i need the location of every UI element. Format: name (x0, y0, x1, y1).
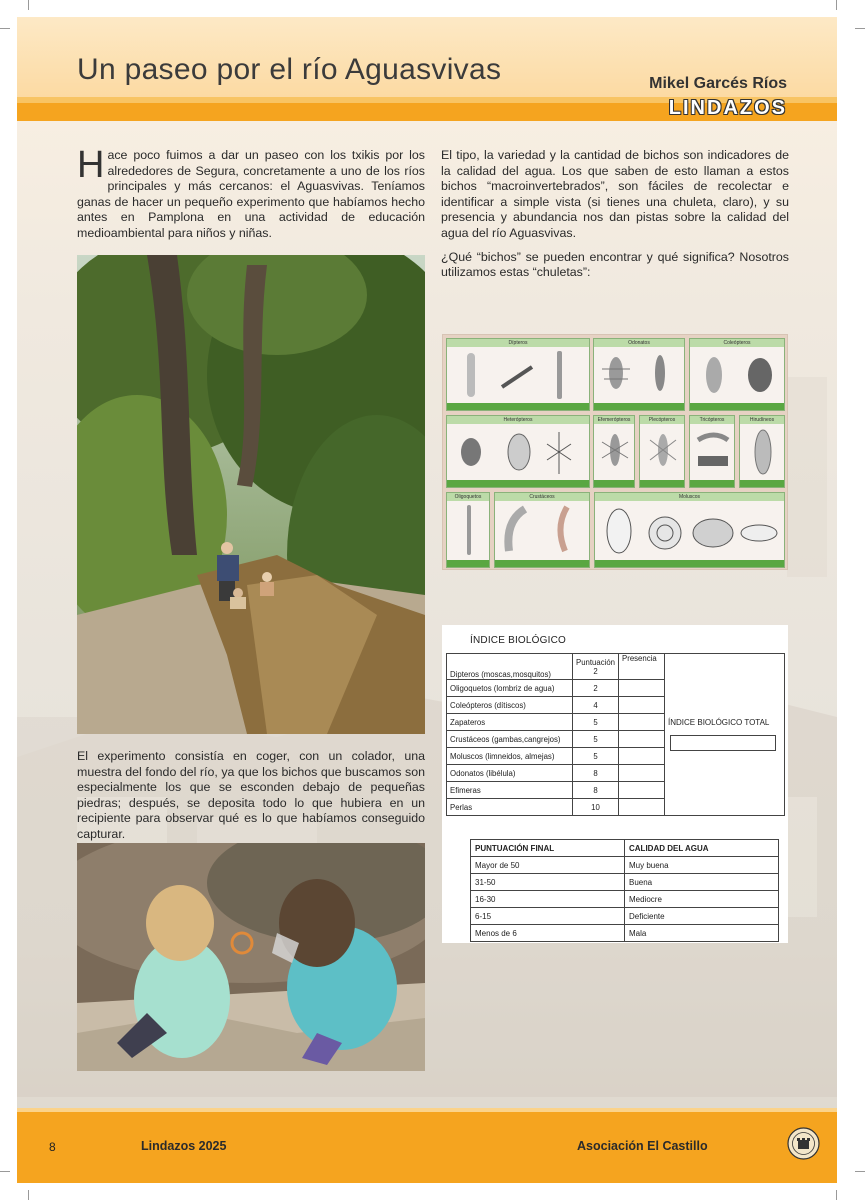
intro-paragraph (77, 144, 425, 242)
presence-cell[interactable] (619, 765, 665, 782)
indicators-paragraph: El tipo, la variedad y la cantidad de bichos son indicadores de la calidad del agua. Los que saben de esto llaman a estos bichos “macroinvertebrados”, son fáciles de recolectar e identificar a simple vista (si tienes una chuleta, claro), y su presencia y abundancia nos dan pistas sobre la calidad del agua del río Aguasvivas. (441, 148, 789, 240)
experiment-paragraph: El experimento consistía en coger, con un colador, una muestra del fondo del río, ya que los bichos que buscamos son especialmente los que se esconden debajo de pequeñas piedras; después, se deposita todo lo que hubiera en un recipiente para observar qué es lo que habíamos conseguido capturar. (77, 749, 425, 841)
water-quality: Muy buena (625, 857, 779, 874)
row-name (447, 654, 573, 680)
panel-footer (594, 480, 634, 487)
footer-magazine: Lindazos 2025 (141, 1139, 227, 1153)
row-name: Oligoquetos (lombriz de agua) (447, 680, 573, 697)
score-value: 5 (573, 731, 619, 748)
table-row (471, 925, 779, 942)
panel-title: Coleópteros (690, 339, 784, 347)
row-name: Perlas (447, 799, 573, 816)
article-title: Un paseo por el río Aguasvivas (77, 53, 502, 86)
chuleta-panel (494, 492, 590, 568)
presence-cell[interactable] (619, 731, 665, 748)
panel-footer (740, 480, 784, 487)
panel-title: Plecópteros (640, 416, 684, 424)
panel-title: Efemerópteros (594, 416, 634, 424)
river-photo (77, 255, 425, 734)
panel-footer (495, 560, 589, 567)
table-row (471, 891, 779, 908)
panel-illustration (690, 347, 786, 405)
row-name: Zapateros (447, 714, 573, 731)
total-cell (665, 654, 785, 816)
score-value: 5 (573, 748, 619, 765)
association-seal-icon (787, 1127, 820, 1160)
panel-title: Heterópteros (447, 416, 589, 424)
score-range: Menos de 6 (471, 925, 625, 942)
panel-footer (594, 403, 684, 410)
chuleta-panel (739, 415, 785, 488)
panel-title: Hirudíneos (740, 416, 784, 424)
panel-illustration (594, 424, 636, 482)
table-row (471, 908, 779, 925)
question-paragraph: ¿Qué “bichos” se pueden encontrar y qué significa? Nosotros utilizamos estas “chuletas”: (441, 249, 789, 280)
total-label: ÍNDICE BIOLÓGICO TOTAL (668, 718, 770, 727)
panel-footer (447, 480, 589, 487)
panel-title: Oligoquetos (447, 493, 489, 501)
chuleta-panel (639, 415, 685, 488)
footer-band (17, 1112, 837, 1183)
panel-illustration (447, 501, 491, 561)
magazine-page (17, 17, 837, 1183)
biological-index-sheet (442, 625, 788, 943)
chuleta-panel (593, 338, 685, 411)
score-range: 16-30 (471, 891, 625, 908)
left-column-intro (77, 144, 425, 250)
panel-title: Moluscos (595, 493, 784, 501)
chuleta-panel (593, 415, 635, 488)
panel-footer (690, 480, 734, 487)
row-name: Coleópteros (dítiscos) (447, 697, 573, 714)
article-author: Mikel Garcés Ríos (649, 75, 787, 92)
score-value: 10 (573, 799, 619, 816)
row-name-text: Dipteros (moscas,mosquitos) (450, 670, 551, 679)
water-quality: Deficiente (625, 908, 779, 925)
right-column-text (441, 148, 789, 289)
chuleta-panel (446, 415, 590, 488)
table-row (471, 874, 779, 891)
column-header: CALIDAD DEL AGUA (625, 840, 779, 857)
panel-footer (447, 403, 589, 410)
panel-title: Dípteros (447, 339, 589, 347)
panel-illustration (447, 424, 591, 482)
score-header: Puntuación (576, 657, 616, 667)
presence-cell[interactable] (619, 714, 665, 731)
score-value: 8 (573, 782, 619, 799)
score-range: 31-50 (471, 874, 625, 891)
panel-footer (447, 560, 489, 567)
panel-illustration (594, 347, 686, 405)
bio-index-table (446, 653, 785, 816)
presence-cell[interactable] (619, 680, 665, 697)
score-value: 5 (573, 714, 619, 731)
magazine-brand-logo: LINDAZOS (668, 97, 787, 119)
panel-illustration (595, 501, 786, 561)
left-column-experiment (77, 749, 425, 851)
bio-index-title: ÍNDICE BIOLÓGICO (470, 635, 566, 646)
score-range: 6-15 (471, 908, 625, 925)
footer-association: Asociación El Castillo (577, 1139, 708, 1153)
presence-cell[interactable] (619, 654, 665, 680)
presence-cell[interactable] (619, 799, 665, 816)
water-quality: Mediocre (625, 891, 779, 908)
drop-cap: H (77, 144, 105, 186)
table-row (471, 857, 779, 874)
panel-illustration (447, 347, 591, 405)
presence-cell[interactable] (619, 782, 665, 799)
table-row (447, 654, 785, 680)
panel-illustration (740, 424, 786, 482)
row-name: Crustáceos (gambas,cangrejos) (447, 731, 573, 748)
score-value: 8 (573, 765, 619, 782)
chuleta-panel (446, 492, 490, 568)
chuleta-panel (689, 338, 785, 411)
panel-footer (595, 560, 784, 567)
score-value: 2 (593, 666, 598, 676)
chuleta-panel (689, 415, 735, 488)
row-name: Odonatos (libélula) (447, 765, 573, 782)
chuleta-panel (594, 492, 785, 568)
panel-footer (690, 403, 784, 410)
row-name: Efimeras (447, 782, 573, 799)
chuleta-panel (446, 338, 590, 411)
score-cell (573, 654, 619, 680)
score-range: Mayor de 50 (471, 857, 625, 874)
final-score-table (470, 839, 779, 942)
row-name: Moluscos (limneidos, almejas) (447, 748, 573, 765)
macroinvertebrates-chart (442, 334, 788, 570)
intro-text: ace poco fuimos a dar un paseo con los txikis por los alrededores de Segura, concretamente a uno de los ríos principales y más cercanos: el Aguasvivas. Teníamos ganas de hacer un pequeño experimento que habíamos hecho antes en Pamplona en una actividad de educación medioambiental para niños y niñas. (77, 148, 425, 240)
page-number: 8 (49, 1140, 56, 1154)
panel-title: Odonatos (594, 339, 684, 347)
water-quality: Mala (625, 925, 779, 942)
panel-title: Crustáceos (495, 493, 589, 501)
panel-illustration (690, 424, 736, 482)
presence-cell[interactable] (619, 697, 665, 714)
score-value: 2 (573, 680, 619, 697)
column-header: PUNTUACIÓN FINAL (471, 840, 625, 857)
panel-title: Tricópteros (690, 416, 734, 424)
presence-header: Presencia (622, 654, 657, 663)
presence-cell[interactable] (619, 748, 665, 765)
score-value: 4 (573, 697, 619, 714)
children-photo (77, 843, 425, 1071)
panel-illustration (640, 424, 686, 482)
table-header-row (471, 840, 779, 857)
panel-footer (640, 480, 684, 487)
water-quality: Buena (625, 874, 779, 891)
panel-illustration (495, 501, 591, 561)
total-input-box[interactable] (670, 735, 776, 751)
